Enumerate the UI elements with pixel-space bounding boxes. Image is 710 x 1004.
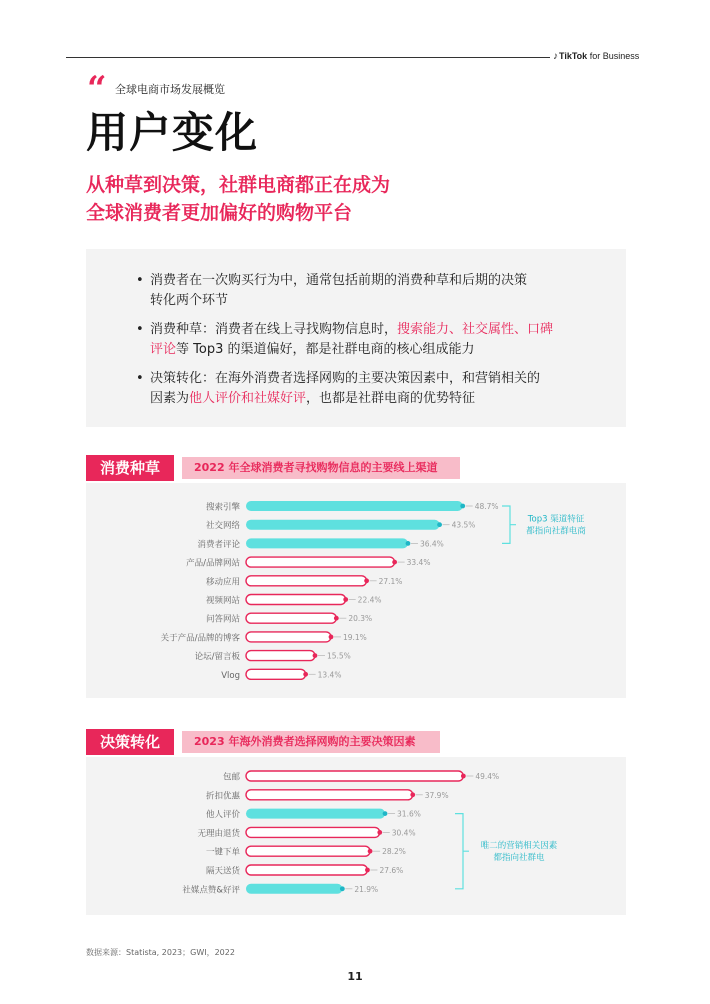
- chart-2-tag: 决策转化: [86, 729, 174, 755]
- bar-value-label: 28.2%: [382, 847, 406, 857]
- chart-2-svg: [86, 757, 626, 915]
- header-rule: [66, 57, 550, 58]
- annotation-line-1: Top3 渠道特征: [527, 514, 585, 525]
- bar-category-label: Vlog: [221, 670, 240, 681]
- summary-item-3: [136, 369, 586, 409]
- brand-suffix: for Business: [589, 51, 640, 61]
- bar-category-label: 问答网站: [205, 614, 240, 625]
- chart-1-tag: 消费种草: [86, 455, 174, 481]
- chart-1-title: 2022 年全球消费者寻找购物信息的主要线上渠道: [182, 457, 460, 479]
- summary-item-2-highlight-1: 搜索能力、社交属性、口碑: [397, 322, 554, 337]
- bar-value-label: 27.1%: [378, 576, 403, 586]
- bar: [246, 651, 315, 661]
- annotation-bracket: [502, 506, 516, 543]
- chart-1-header: [86, 455, 466, 481]
- page-title: 用户变化: [86, 108, 259, 157]
- bar: [246, 771, 463, 781]
- bar: [246, 632, 331, 642]
- summary-item-3-line-1: 决策转化：在海外消费者选择网购的主要决策因素中，和营销相关的: [150, 371, 541, 386]
- quote-icon: “: [87, 69, 107, 109]
- bar: [246, 790, 413, 800]
- bar-category-label: 一键下单: [205, 847, 240, 858]
- chart-2-title: 2023 年海外消费者选择网购的主要决策因素: [182, 731, 440, 753]
- chart-1: [86, 483, 626, 698]
- bar-endpoint: [383, 811, 388, 816]
- bar: [246, 865, 367, 875]
- bar-endpoint: [461, 774, 466, 779]
- bar: [246, 501, 463, 511]
- bar-value-label: 48.7%: [474, 502, 499, 511]
- data-source: 数据来源：Statista, 2023；GWI，2022: [86, 948, 235, 957]
- bar-value-label: 20.3%: [348, 614, 373, 624]
- page-subtitle: [86, 171, 390, 227]
- bar-category-label: 视频网站: [205, 596, 240, 606]
- brand-name: TikTok: [559, 51, 588, 61]
- chart-2: [86, 757, 626, 915]
- summary-item-2-highlight-2: 评论: [150, 342, 177, 357]
- summary-item-3-highlight: 他人评价和社媒好评: [189, 391, 307, 406]
- chart-2-header: [86, 729, 446, 755]
- bar-category-label: 社媒点赞&好评: [182, 885, 240, 896]
- bar-endpoint: [410, 792, 415, 797]
- bar-endpoint: [365, 868, 370, 873]
- bar: [246, 809, 385, 819]
- bar: [246, 613, 336, 623]
- bar-endpoint: [460, 504, 465, 509]
- bar-endpoint: [364, 578, 369, 583]
- bar-value-label: 33.4%: [406, 558, 431, 568]
- bar-category-label: 折扣优惠: [205, 791, 240, 802]
- summary-item-1-line-1: 消费者在一次购买行为中，通常包括前期的消费种草和后期的决策: [150, 273, 528, 288]
- bar-category-label: 论坛/留言板: [194, 652, 240, 663]
- annotation-line-2: 都指向社群电商: [526, 526, 586, 537]
- annotation-bracket: [455, 814, 469, 889]
- chart-1-svg: [86, 483, 626, 698]
- bar-category-label: 隔天送货: [205, 866, 240, 877]
- summary-item-2-pre: 消费种草：消费者在线上寻找购物信息时，: [150, 322, 398, 337]
- summary-item-1: [136, 271, 586, 311]
- bar-endpoint: [334, 616, 339, 621]
- bar-category-label: 社交网络: [205, 521, 240, 532]
- bar-value-label: 22.4%: [357, 595, 382, 605]
- bar: [246, 576, 367, 586]
- page-number: 11: [347, 970, 363, 983]
- bar-endpoint: [313, 653, 318, 658]
- summary-panel: [86, 249, 626, 427]
- bar-value-label: 15.5%: [326, 651, 351, 661]
- summary-item-2-post: 等 Top3 的渠道偏好，都是社群电商的核心组成能力: [176, 342, 475, 357]
- bar: [246, 557, 395, 567]
- bar-endpoint: [329, 635, 334, 640]
- bar-value-label: 13.4%: [317, 670, 342, 680]
- bar-endpoint: [392, 560, 397, 565]
- bar-value-label: 21.9%: [354, 884, 379, 894]
- bar: [246, 538, 408, 548]
- bar: [246, 884, 342, 894]
- bar: [246, 846, 370, 856]
- bar-value-label: 19.1%: [342, 632, 367, 642]
- summary-item-3-pre: 因素为: [150, 391, 190, 406]
- bar-endpoint: [377, 830, 382, 835]
- bar-endpoint: [406, 541, 411, 546]
- brand-logo: [553, 51, 639, 62]
- bar-category-label: 搜索引擎: [205, 502, 240, 513]
- subtitle-line-2: 全球消费者更加偏好的购物平台: [86, 202, 353, 224]
- summary-list: [136, 271, 586, 418]
- bar-endpoint: [303, 672, 308, 677]
- bar-category-label: 产品/品牌网站: [186, 558, 240, 569]
- bar: [246, 520, 440, 530]
- bar-category-label: 移动应用: [205, 577, 240, 588]
- bar-category-label: 无理由退货: [197, 828, 240, 839]
- bar-category-label: 包邮: [222, 772, 240, 783]
- bar-value-label: 36.4%: [419, 539, 444, 549]
- tiktok-note-icon: ♪: [553, 51, 558, 62]
- subtitle-line-1: 从种草到决策，社群电商都正在成为: [86, 174, 391, 196]
- bar-category-label: 关于产品/品牌的博客: [160, 633, 240, 644]
- summary-item-2: [136, 320, 586, 360]
- bar-category-label: 他人评价: [205, 810, 240, 821]
- bar-endpoint: [343, 597, 348, 602]
- bar-value-label: 49.4%: [475, 772, 500, 781]
- bar-endpoint: [368, 849, 373, 854]
- bar: [246, 669, 306, 679]
- annotation-line-1: 唯二的营销相关因素: [480, 841, 558, 852]
- bar-value-label: 30.4%: [391, 828, 416, 838]
- summary-item-3-post: ，也都是社群电商的优势特征: [306, 391, 476, 406]
- bar-value-label: 27.6%: [379, 866, 404, 875]
- summary-item-1-line-2: 转化两个环节: [150, 293, 229, 308]
- bar-category-label: 消费者评论: [197, 539, 240, 550]
- bar-endpoint: [437, 522, 442, 527]
- bar: [246, 827, 380, 837]
- section-label: 全球电商市场发展概览: [115, 83, 225, 96]
- annotation-line-2: 都指向社群电: [493, 853, 545, 864]
- bar-endpoint: [340, 886, 345, 891]
- bar-value-label: 31.6%: [397, 809, 421, 819]
- bar: [246, 595, 346, 605]
- bar-value-label: 43.5%: [451, 520, 476, 530]
- bar-value-label: 37.9%: [424, 790, 449, 800]
